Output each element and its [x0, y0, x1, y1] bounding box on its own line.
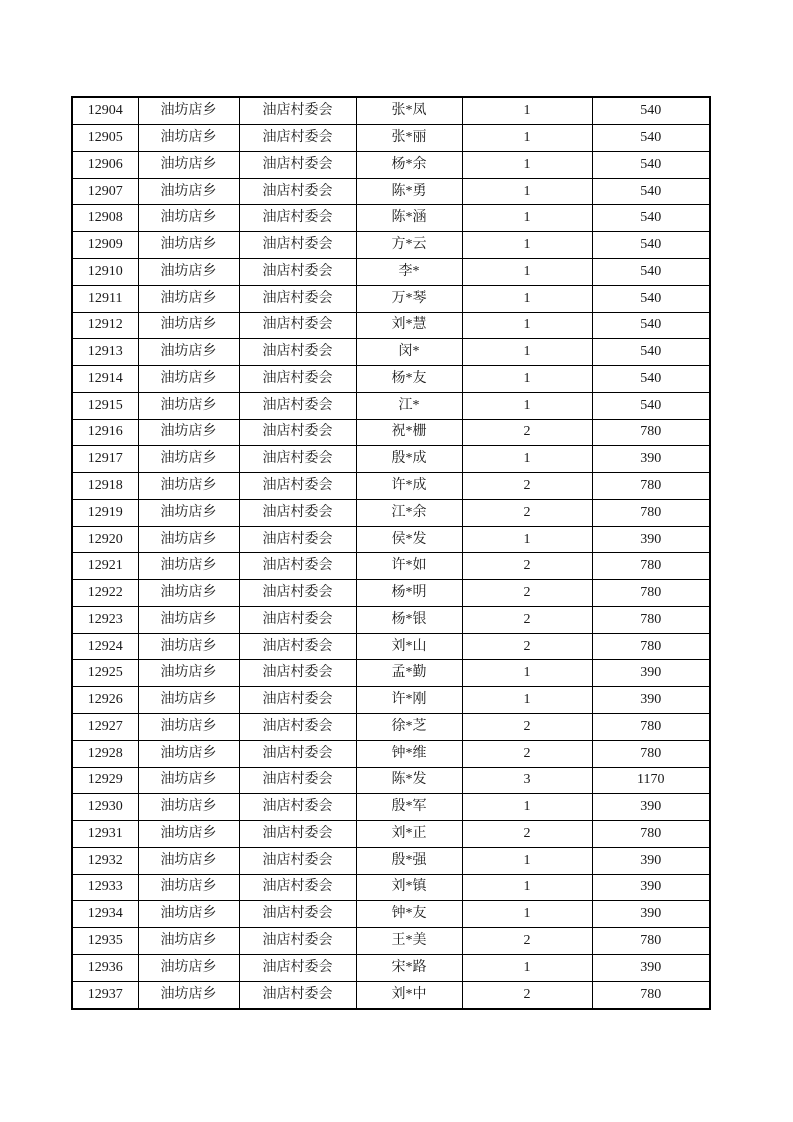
cell-id: 12920 [72, 526, 138, 553]
cell-count: 1 [462, 312, 592, 339]
cell-count: 2 [462, 580, 592, 607]
cell-village: 油店村委会 [239, 821, 356, 848]
table-row [72, 312, 710, 339]
cell-amount: 780 [592, 928, 710, 955]
cell-village: 油店村委会 [239, 258, 356, 285]
cell-count: 1 [462, 446, 592, 473]
cell-amount: 780 [592, 714, 710, 741]
table-row [72, 499, 710, 526]
cell-name: 闵* [356, 339, 462, 366]
cell-village: 油店村委会 [239, 633, 356, 660]
cell-name: 许*成 [356, 473, 462, 500]
cell-village: 油店村委会 [239, 125, 356, 152]
cell-amount: 780 [592, 606, 710, 633]
cell-amount: 390 [592, 660, 710, 687]
cell-amount: 390 [592, 847, 710, 874]
cell-township: 油坊店乡 [138, 794, 239, 821]
cell-name: 刘*中 [356, 981, 462, 1009]
cell-name: 李* [356, 258, 462, 285]
cell-amount: 540 [592, 232, 710, 259]
cell-name: 许*刚 [356, 687, 462, 714]
cell-id: 12935 [72, 928, 138, 955]
cell-amount: 780 [592, 633, 710, 660]
cell-township: 油坊店乡 [138, 473, 239, 500]
cell-id: 12925 [72, 660, 138, 687]
cell-name: 刘*慧 [356, 312, 462, 339]
cell-village: 油店村委会 [239, 981, 356, 1009]
cell-id: 12916 [72, 419, 138, 446]
cell-name: 杨*友 [356, 366, 462, 393]
cell-id: 12926 [72, 687, 138, 714]
cell-amount: 540 [592, 97, 710, 125]
cell-id: 12906 [72, 151, 138, 178]
cell-id: 12921 [72, 553, 138, 580]
table-row [72, 446, 710, 473]
cell-count: 1 [462, 97, 592, 125]
cell-count: 2 [462, 499, 592, 526]
cell-amount: 780 [592, 553, 710, 580]
table-row [72, 151, 710, 178]
cell-village: 油店村委会 [239, 473, 356, 500]
cell-township: 油坊店乡 [138, 285, 239, 312]
cell-id: 12915 [72, 392, 138, 419]
cell-village: 油店村委会 [239, 366, 356, 393]
cell-amount: 390 [592, 954, 710, 981]
cell-amount: 780 [592, 499, 710, 526]
table-row [72, 125, 710, 152]
cell-name: 宋*路 [356, 954, 462, 981]
cell-amount: 1170 [592, 767, 710, 794]
cell-township: 油坊店乡 [138, 312, 239, 339]
cell-name: 张*凤 [356, 97, 462, 125]
table-row [72, 553, 710, 580]
cell-id: 12910 [72, 258, 138, 285]
cell-id: 12934 [72, 901, 138, 928]
cell-id: 12933 [72, 874, 138, 901]
cell-amount: 780 [592, 740, 710, 767]
cell-count: 1 [462, 366, 592, 393]
cell-id: 12908 [72, 205, 138, 232]
cell-village: 油店村委会 [239, 580, 356, 607]
table-row [72, 714, 710, 741]
cell-count: 1 [462, 285, 592, 312]
cell-id: 12912 [72, 312, 138, 339]
cell-amount: 540 [592, 258, 710, 285]
cell-amount: 540 [592, 178, 710, 205]
table-row [72, 339, 710, 366]
cell-village: 油店村委会 [239, 714, 356, 741]
table-row [72, 794, 710, 821]
cell-village: 油店村委会 [239, 97, 356, 125]
cell-id: 12907 [72, 178, 138, 205]
cell-name: 王*美 [356, 928, 462, 955]
cell-id: 12924 [72, 633, 138, 660]
table-row [72, 97, 710, 125]
table-row [72, 874, 710, 901]
cell-count: 1 [462, 232, 592, 259]
cell-amount: 540 [592, 205, 710, 232]
table-row [72, 606, 710, 633]
cell-name: 许*如 [356, 553, 462, 580]
table-row [72, 366, 710, 393]
cell-name: 杨*银 [356, 606, 462, 633]
cell-id: 12905 [72, 125, 138, 152]
cell-township: 油坊店乡 [138, 553, 239, 580]
cell-name: 陈*勇 [356, 178, 462, 205]
cell-township: 油坊店乡 [138, 928, 239, 955]
cell-name: 孟*勤 [356, 660, 462, 687]
cell-count: 1 [462, 794, 592, 821]
cell-count: 1 [462, 687, 592, 714]
cell-village: 油店村委会 [239, 285, 356, 312]
cell-count: 2 [462, 419, 592, 446]
cell-township: 油坊店乡 [138, 446, 239, 473]
cell-township: 油坊店乡 [138, 874, 239, 901]
cell-name: 方*云 [356, 232, 462, 259]
cell-village: 油店村委会 [239, 928, 356, 955]
cell-amount: 540 [592, 285, 710, 312]
cell-count: 2 [462, 473, 592, 500]
cell-village: 油店村委会 [239, 446, 356, 473]
cell-township: 油坊店乡 [138, 526, 239, 553]
cell-village: 油店村委会 [239, 232, 356, 259]
cell-id: 12923 [72, 606, 138, 633]
cell-amount: 780 [592, 419, 710, 446]
cell-amount: 780 [592, 473, 710, 500]
cell-name: 杨*余 [356, 151, 462, 178]
cell-count: 1 [462, 339, 592, 366]
cell-name: 陈*发 [356, 767, 462, 794]
cell-amount: 540 [592, 339, 710, 366]
cell-amount: 540 [592, 125, 710, 152]
cell-village: 油店村委会 [239, 178, 356, 205]
cell-name: 江* [356, 392, 462, 419]
cell-count: 2 [462, 553, 592, 580]
cell-id: 12911 [72, 285, 138, 312]
cell-id: 12929 [72, 767, 138, 794]
cell-village: 油店村委会 [239, 847, 356, 874]
cell-count: 1 [462, 178, 592, 205]
beneficiary-table [71, 96, 711, 1010]
table-row [72, 526, 710, 553]
cell-amount: 780 [592, 981, 710, 1009]
table-row [72, 928, 710, 955]
cell-name: 陈*涵 [356, 205, 462, 232]
cell-township: 油坊店乡 [138, 633, 239, 660]
cell-count: 1 [462, 526, 592, 553]
cell-township: 油坊店乡 [138, 981, 239, 1009]
table-row [72, 633, 710, 660]
table-row [72, 580, 710, 607]
cell-count: 1 [462, 847, 592, 874]
cell-village: 油店村委会 [239, 312, 356, 339]
cell-amount: 540 [592, 312, 710, 339]
cell-id: 12913 [72, 339, 138, 366]
cell-name: 徐*芝 [356, 714, 462, 741]
cell-village: 油店村委会 [239, 553, 356, 580]
cell-count: 1 [462, 954, 592, 981]
cell-amount: 540 [592, 392, 710, 419]
table-row [72, 767, 710, 794]
cell-name: 杨*明 [356, 580, 462, 607]
cell-amount: 540 [592, 151, 710, 178]
cell-township: 油坊店乡 [138, 767, 239, 794]
cell-amount: 780 [592, 821, 710, 848]
cell-name: 钟*维 [356, 740, 462, 767]
cell-id: 12914 [72, 366, 138, 393]
cell-id: 12917 [72, 446, 138, 473]
cell-id: 12931 [72, 821, 138, 848]
cell-count: 1 [462, 258, 592, 285]
cell-village: 油店村委会 [239, 526, 356, 553]
cell-count: 3 [462, 767, 592, 794]
cell-name: 钟*友 [356, 901, 462, 928]
cell-name: 张*丽 [356, 125, 462, 152]
cell-township: 油坊店乡 [138, 392, 239, 419]
cell-village: 油店村委会 [239, 151, 356, 178]
cell-township: 油坊店乡 [138, 258, 239, 285]
cell-count: 1 [462, 660, 592, 687]
cell-township: 油坊店乡 [138, 847, 239, 874]
cell-township: 油坊店乡 [138, 606, 239, 633]
cell-count: 2 [462, 740, 592, 767]
cell-amount: 390 [592, 526, 710, 553]
cell-village: 油店村委会 [239, 901, 356, 928]
cell-township: 油坊店乡 [138, 366, 239, 393]
cell-count: 1 [462, 151, 592, 178]
cell-amount: 390 [592, 794, 710, 821]
cell-name: 刘*镇 [356, 874, 462, 901]
cell-village: 油店村委会 [239, 339, 356, 366]
cell-id: 12918 [72, 473, 138, 500]
cell-count: 2 [462, 714, 592, 741]
cell-name: 侯*发 [356, 526, 462, 553]
cell-township: 油坊店乡 [138, 151, 239, 178]
cell-count: 2 [462, 928, 592, 955]
cell-village: 油店村委会 [239, 687, 356, 714]
cell-name: 刘*山 [356, 633, 462, 660]
cell-count: 1 [462, 125, 592, 152]
cell-count: 1 [462, 205, 592, 232]
cell-id: 12928 [72, 740, 138, 767]
table-row [72, 419, 710, 446]
cell-township: 油坊店乡 [138, 419, 239, 446]
cell-amount: 390 [592, 446, 710, 473]
table-row [72, 954, 710, 981]
cell-amount: 390 [592, 687, 710, 714]
cell-township: 油坊店乡 [138, 97, 239, 125]
table-row [72, 205, 710, 232]
cell-village: 油店村委会 [239, 660, 356, 687]
cell-id: 12936 [72, 954, 138, 981]
cell-village: 油店村委会 [239, 419, 356, 446]
cell-township: 油坊店乡 [138, 580, 239, 607]
cell-township: 油坊店乡 [138, 125, 239, 152]
cell-village: 油店村委会 [239, 954, 356, 981]
cell-amount: 540 [592, 366, 710, 393]
table-row [72, 847, 710, 874]
cell-village: 油店村委会 [239, 606, 356, 633]
cell-id: 12922 [72, 580, 138, 607]
cell-township: 油坊店乡 [138, 901, 239, 928]
cell-count: 1 [462, 901, 592, 928]
cell-village: 油店村委会 [239, 499, 356, 526]
table-row [72, 178, 710, 205]
table-row [72, 392, 710, 419]
table-row [72, 981, 710, 1009]
table-row [72, 821, 710, 848]
cell-name: 万*琴 [356, 285, 462, 312]
cell-count: 1 [462, 392, 592, 419]
table-row [72, 473, 710, 500]
cell-id: 12932 [72, 847, 138, 874]
cell-township: 油坊店乡 [138, 740, 239, 767]
cell-id: 12909 [72, 232, 138, 259]
cell-village: 油店村委会 [239, 740, 356, 767]
cell-township: 油坊店乡 [138, 714, 239, 741]
cell-township: 油坊店乡 [138, 660, 239, 687]
table-row [72, 258, 710, 285]
cell-id: 12927 [72, 714, 138, 741]
cell-name: 殷*成 [356, 446, 462, 473]
cell-id: 12937 [72, 981, 138, 1009]
cell-village: 油店村委会 [239, 794, 356, 821]
cell-count: 2 [462, 981, 592, 1009]
cell-village: 油店村委会 [239, 205, 356, 232]
cell-township: 油坊店乡 [138, 954, 239, 981]
cell-village: 油店村委会 [239, 392, 356, 419]
cell-count: 1 [462, 874, 592, 901]
cell-township: 油坊店乡 [138, 687, 239, 714]
table-body [72, 97, 710, 1009]
cell-id: 12904 [72, 97, 138, 125]
cell-count: 2 [462, 606, 592, 633]
cell-count: 2 [462, 633, 592, 660]
cell-amount: 780 [592, 580, 710, 607]
cell-name: 殷*军 [356, 794, 462, 821]
table-row [72, 687, 710, 714]
cell-amount: 390 [592, 901, 710, 928]
table-row [72, 740, 710, 767]
cell-count: 2 [462, 821, 592, 848]
cell-name: 祝*栅 [356, 419, 462, 446]
cell-village: 油店村委会 [239, 874, 356, 901]
cell-township: 油坊店乡 [138, 499, 239, 526]
cell-name: 江*余 [356, 499, 462, 526]
cell-township: 油坊店乡 [138, 821, 239, 848]
cell-township: 油坊店乡 [138, 339, 239, 366]
cell-township: 油坊店乡 [138, 205, 239, 232]
cell-township: 油坊店乡 [138, 232, 239, 259]
cell-id: 12919 [72, 499, 138, 526]
cell-amount: 390 [592, 874, 710, 901]
table-row [72, 232, 710, 259]
table-row [72, 285, 710, 312]
cell-name: 殷*强 [356, 847, 462, 874]
cell-name: 刘*正 [356, 821, 462, 848]
table-row [72, 660, 710, 687]
table-row [72, 901, 710, 928]
cell-township: 油坊店乡 [138, 178, 239, 205]
cell-village: 油店村委会 [239, 767, 356, 794]
cell-id: 12930 [72, 794, 138, 821]
